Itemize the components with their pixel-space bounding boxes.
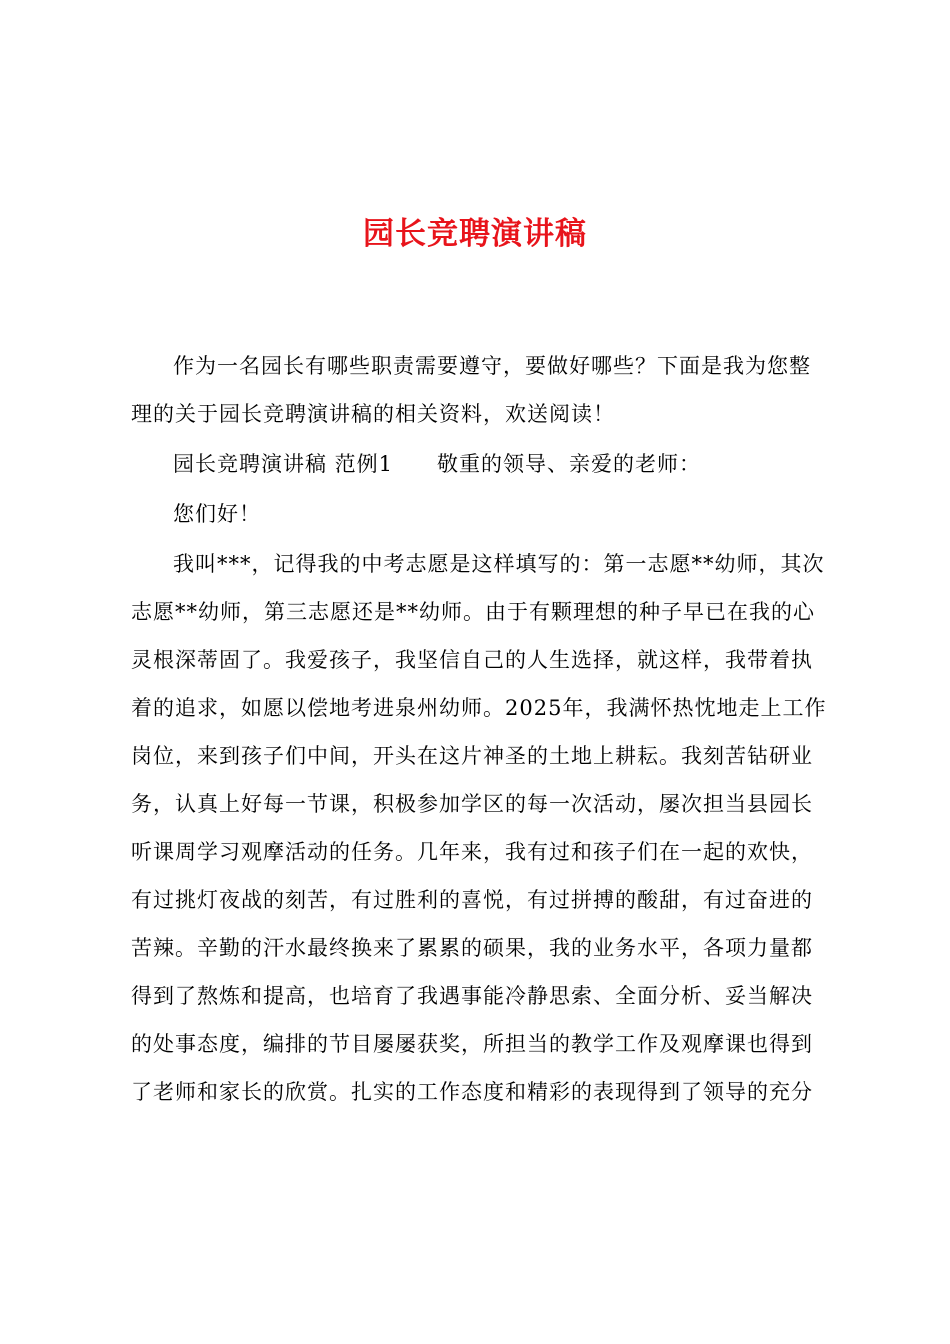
body-paragraph: 我叫***，记得我的中考志愿是这样填写的：第一志愿**幼师，其次志愿**幼师，第三志愿还是**幼师。由于有颗理想的种子早已在我的心灵根深蒂固了。我爱孩子，我坚信自己的人生选择，就这样，我带着执着的追求，如愿以偿地考进泉州幼师。2025年，我满怀热忱地走上工作岗位，来到孩子们中间，开头在这片神圣的土地上耕耘。我刻苦钻研业务，认真上好每一节课，积极参加学区的每一次活动，屡次担当县园长听课周学习观摩活动的任务。几年来，我有过和孩子们在一起的欢快，有过挑灯夜战的刻苦，有过胜利的喜悦，有过拼搏的酸甜，有过奋进的苦辣。辛勤的汗水最终换来了累累的硕果，我的业务水平，各项力量都得到了熬炼和提高，也培育了我遇事能冷静思索、全面分析、妥当解决的处事态度，编排的节目屡屡获奖，所担当的教学工作及观摩课也得到了老师和家长的欣赏。扎实的工作态度和精彩的表现得到了领导的充分: [131, 552, 827, 1104]
section-heading-line: [131, 440, 829, 488]
salutation: 敬重的领导、亲爱的老师：: [437, 452, 702, 476]
section-heading: 园长竞聘演讲稿 范例1: [173, 452, 394, 476]
greeting: 您们好！: [173, 502, 261, 526]
document-title: 园长竞聘演讲稿: [363, 216, 587, 252]
intro-paragraph: 作为一名园长有哪些职责需要遵守，要做好哪些？下面是我为您整理的关于园长竞聘演讲稿的相关资料，欢送阅读！: [131, 354, 811, 426]
